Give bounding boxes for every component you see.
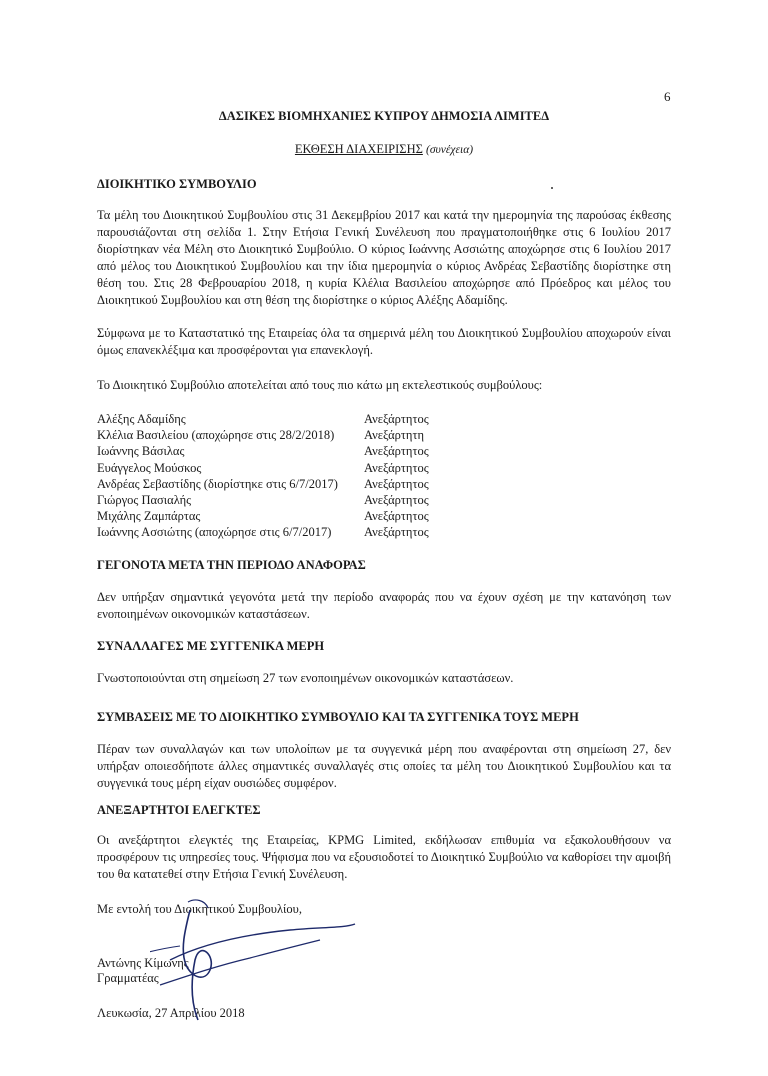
related-paragraph: Γνωστοποιούνται στη σημείωση 27 των ενοποιημένων οικονομικών καταστάσεων. — [97, 671, 514, 685]
member-status: Ανεξάρτητος — [364, 476, 429, 491]
events-paragraph: Δεν υπήρξαν σημαντικά γεγονότα μετά την περίοδο αναφοράς που να έχουν σχέση με την κατανόηση των ενοποιημένων οικονομικών καταστάσεων. — [97, 590, 671, 621]
report-title-line — [0, 141, 768, 159]
board-heading: ΔΙΟΙΚΗΤΙΚΟ ΣΥΜΒΟΥΛΙΟ — [97, 177, 257, 191]
scan-speck — [551, 187, 553, 189]
page-number: 6 — [664, 89, 671, 104]
board-paragraph-3: Το Διοικητικό Συμβούλιο αποτελείται από τους πιο κάτω μη εκτελεστικούς συμβούλους: — [97, 378, 543, 392]
auditors-paragraph: Οι ανεξάρτητοι ελεγκτές της Εταιρείας, KPMG Limited, εκδήλωσαν επιθυμία να εξακολουθήσουν να προσφέρουν τις υπηρεσίες τους. Ψήφισμα που να εξουσιοδοτεί το Διοικητικό Συμβούλιο να καθορίσει την αμοιβή του θα κατατεθεί στην Ετήσια Γενική Συνέλευση. — [97, 833, 671, 881]
member-name: Ιωάννης Βάσιλας — [97, 444, 185, 459]
report-subtitle: (συνέχεια) — [426, 144, 474, 156]
member-name: Κλέλια Βασιλείου (αποχώρησε στις 28/2/2018) — [97, 428, 335, 443]
order-line: Με εντολή του Διοικητικού Συμβουλίου, — [97, 902, 302, 916]
company-name: ΔΑΣΙΚΕΣ ΒΙΟΜΗΧΑΝΙΕΣ ΚΥΠΡΟΥ ΔΗΜΟΣΙΑ ΛΙΜΙΤΕΔ — [218, 109, 550, 123]
member-name: Αλέξης Αδαμίδης — [97, 412, 186, 426]
related-heading: ΣΥΝΑΛΛΑΓΕΣ ΜΕ ΣΥΓΓΕΝΙΚΑ ΜΕΡΗ — [97, 639, 325, 653]
member-status: Ανεξάρτητος — [364, 509, 429, 524]
member-status: Ανεξάρτητος — [364, 492, 429, 507]
signer-title: Γραμματέας — [97, 971, 159, 985]
member-name: Ευάγγελος Μούσκος — [97, 460, 202, 475]
signer-name: Αντώνης Κίμωνης — [97, 956, 189, 970]
board-paragraph-2: Σύμφωνα με το Καταστατικό της Εταιρείας όλα τα σημερινά μέλη του Διοικητικού Συμβουλίου αποχωρούν είναι όμως επανεκλέξιμα και προσφέρονται για επανεκλογή. — [97, 326, 671, 357]
member-status: Ανεξάρτητη — [364, 428, 425, 443]
contracts-paragraph: Πέραν των συναλλαγών και των υπολοίπων με τα συγγενικά μέρη που αναφέρονται στη σημείωση 27, δεν υπήρξαν οποιεσδήποτε άλλες σημαντικές συναλλαγές στις οποίες τα μέλη του Διοικητικού Συμβουλίου και τα συγγενικά τους μέρη είχαν ουσιώδες συμφέρον. — [97, 742, 671, 790]
member-status: Ανεξάρτητος — [364, 460, 429, 475]
board-paragraph-1: Τα μέλη του Διοικητικού Συμβουλίου στις 31 Δεκεμβρίου 2017 και κατά την ημερομηνία της παρούσας έκθεσης παρουσιάζονται στη σελίδα 1. Στην Ετήσια Γενική Συνέλευση που πραγματοποιήθηκε στις 6 Ιουλίου 2017 διορίστηκαν νέα Μέλη στο Διοικητικό Συμβούλιο. Ο κύριος Ιωάννης Ασσιώτης αποχώρησε στις 6 Ιουλίου 2017 από μέλος του Διοικητικού Συμβουλίου και την ίδια ημερομηνία ο κύριος Ανδρέας Σεβαστίδης διορίστηκε στη θέση του. Στις 28 Φεβρουαρίου 2018, η κυρία Κλέλια Βασιλείου αποχώρησε από Πρόεδρος και μέλος του Διοικητικού Συμβουλίου και στη θέση της διορίστηκε ο κύριος Αλέξης Αδαμίδης. — [97, 208, 671, 307]
member-status: Ανεξάρτητος — [364, 444, 429, 459]
place-date: Λευκωσία, 27 Απριλίου 2018 — [97, 1006, 245, 1020]
member-name: Μιχάλης Ζαμπάρτας — [97, 509, 201, 524]
member-name: Γιώργος Πασιαλής — [97, 492, 192, 507]
member-status: Ανεξάρτητος — [364, 525, 429, 540]
handwritten-signature — [150, 890, 370, 1030]
report-title: ΕΚΘΕΣΗ ΔΙΑΧΕΙΡΙΣΗΣ — [294, 142, 423, 156]
events-heading: ΓΕΓΟΝΟΤΑ ΜΕΤΑ ΤΗΝ ΠΕΡΙΟΔΟ ΑΝΑΦΟΡΑΣ — [97, 558, 366, 572]
member-name: Ιωάννης Ασσιώτης (αποχώρησε στις 6/7/2017) — [97, 525, 332, 540]
auditors-heading: ΑΝΕΞΑΡΤΗΤΟΙ ΕΛΕΓΚΤΕΣ — [97, 803, 261, 817]
member-status: Ανεξάρτητος — [364, 412, 429, 426]
contracts-heading: ΣΥΜΒΑΣΕΙΣ ΜΕ ΤΟ ΔΙΟΙΚΗΤΙΚΟ ΣΥΜΒΟΥΛΙΟ ΚΑΙ ΤΑ ΣΥΓΓΕΝΙΚΑ ΤΟΥΣ ΜΕΡΗ — [97, 710, 579, 724]
member-name: Ανδρέας Σεβαστίδης (διορίστηκε στις 6/7/2017) — [97, 476, 338, 491]
